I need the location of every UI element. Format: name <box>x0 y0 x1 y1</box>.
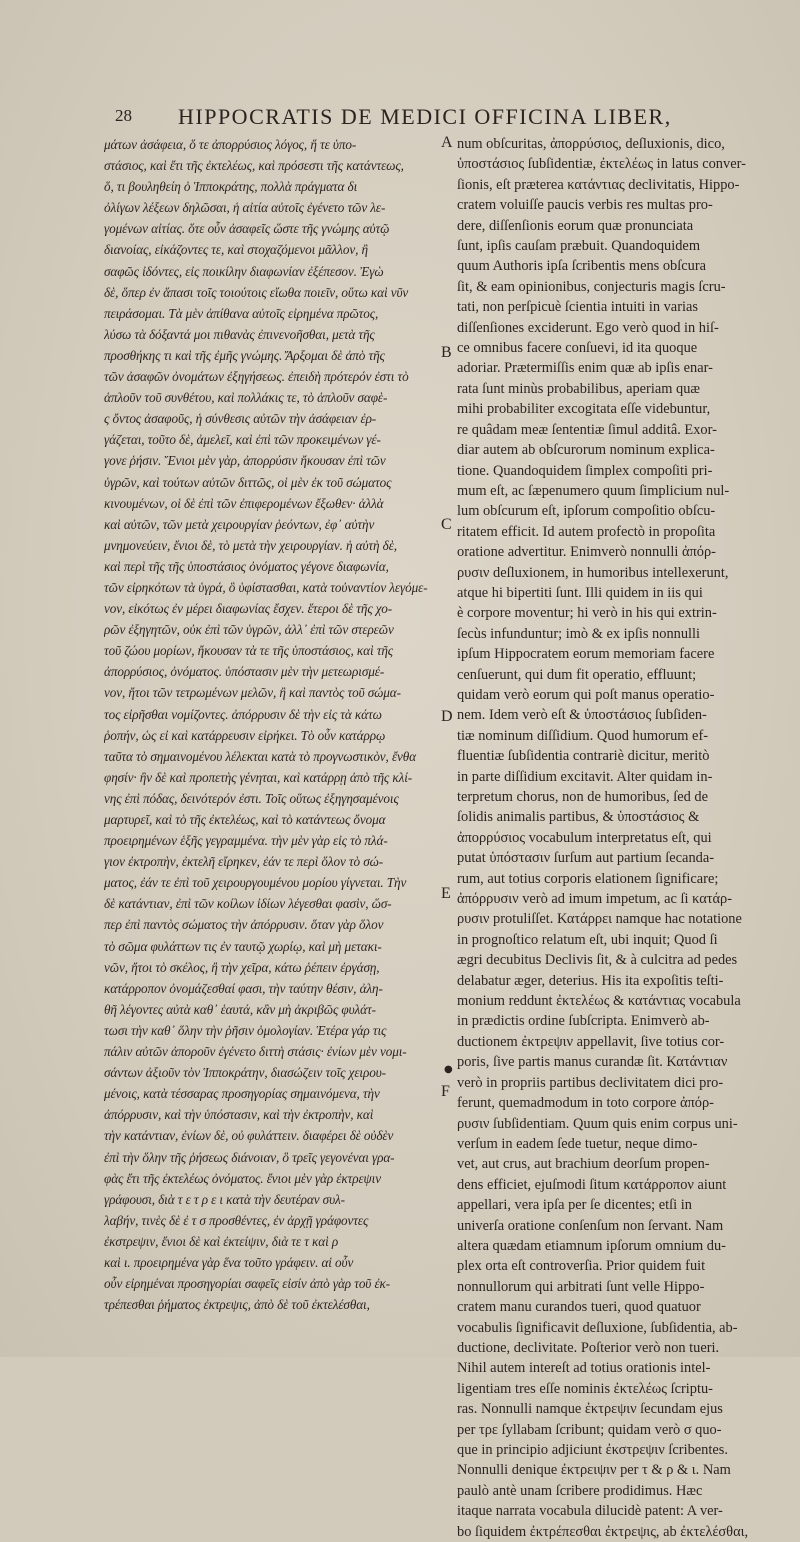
greek-text-line: γάζεται, τοῦτο δὲ, ἀμελεῖ, καὶ ἐπὶ τῶν προκειμένων γέ- <box>104 432 381 448</box>
latin-text-line: in prædictis ordine ſubſcripta. Enimverò ab- <box>457 1013 710 1030</box>
latin-text-line: ferunt, quemadmodum in toto corpore ἀπόρ- <box>457 1095 714 1112</box>
margin-marker-f: F <box>441 1083 450 1100</box>
latin-text-line: nem. Idem verò eſt & ὑποστάσιος ſubſiden- <box>457 707 707 724</box>
greek-text-line: ὑγρῶν, καὶ τούτων αὐτῶν διττῶς, οἱ μὲν ἐκ τοῦ σώματος <box>104 474 392 490</box>
greek-text-line: νης ἐπὶ πόδας, δεινότερόν ἐστι. Τοῖς οὕτως ἐξηγησαμένοις <box>104 790 399 806</box>
greek-text-line: ἀπορρύσιος, ὀνόματος. ὑπόστασιν μὲν τὴν μετεωρισμέ- <box>104 664 385 680</box>
greek-text-line: σαφῶς ἰδόντες, εἰς ποικίλην διαφωνίαν ἐξέπεσον. Ἐγὼ <box>104 263 384 279</box>
latin-text-line: ritatem efficit. Id autem profectò in propoſita <box>457 523 716 540</box>
greek-text-line: κινουμένων, οἱ δὲ ἐπὶ τῶν ἐπιφερομένων ἔξωθεν· ἀλλὰ <box>104 495 384 511</box>
greek-text-line: πάλιν αὐτῶν ἀποροῦν ἐγένετο διττὴ στάσις· ἐνίων μὲν νομι- <box>104 1044 407 1060</box>
latin-text-line: ὑποστάσιος ſubſidentiæ, ἐκτελέως in latus conver- <box>457 156 746 173</box>
latin-text-line: quidam verò eorum qui poſt manus operatio- <box>457 686 715 703</box>
greek-text-line: καὶ αὐτῶν, τῶν μετὰ χειρουργίαν ῥεόντων, ἐφ᾽ αὐτὴν <box>104 516 375 532</box>
greek-text-line: ἀπόρρυσιν, καὶ τὴν ὑπόστασιν, καὶ τὴν ἐκτροπὴν, καὶ <box>104 1107 374 1123</box>
greek-text-line: ὀλίγων λέξεων δηλῶσαι, ἡ αἰτία αὐτοῖς ἐγένετο τῶν λε- <box>104 200 386 216</box>
latin-text-line: quum Authoris ipſa ſcribentis mens obſcura <box>457 258 706 275</box>
latin-text-line: ρυσιν deſluxionem, in humoribus intellexerunt, <box>457 564 729 581</box>
latin-text-line: rata ſunt minùs probabilibus, aperiam quæ <box>457 380 700 397</box>
latin-text-line: ſunt, ipſis cauſam præbuit. Quandoquidem <box>457 238 701 255</box>
greek-text-line: προειρημένων ἑξῆς γεγραμμένα. τὴν μὲν γὰρ εἰς τὸ πλά- <box>104 833 388 849</box>
greek-text-line: γονε ῥήσιν. Ἔνιοι μὲν γὰρ, ἀπορρύσιν ἤκουσαν ἐπὶ τῶν <box>104 453 386 469</box>
latin-text-line: ρυσιν protuliſſet. Κατάρρει namque hac notatione <box>457 911 742 928</box>
margin-marker-b: B <box>441 344 452 361</box>
margin-bullet: ● <box>444 1064 453 1075</box>
greek-text-line: ματος, ἐάν τε ἐπὶ τοῦ χειρουργουμένου μορίου γίγνεται. Τὴν <box>104 875 407 891</box>
greek-text-line: νον, εἰκότως ἐν μέρει διαφωνίας ἔσχεν. ἕτεροι δὲ τῆς χο- <box>104 601 393 617</box>
greek-text-line: διανοίας, εἰκάζοντες τε, καὶ στοχαζόμενοι μᾶλλον, ἢ <box>104 242 368 258</box>
latin-text-line: univerſa oratione conſenſum non ſervant. Nam <box>457 1217 724 1234</box>
greek-text-line: πειράσομαι. Τὰ μὲν ἀπίθανα αὐτοῖς εἰρημένα πρῶτος, <box>104 305 379 321</box>
latin-text-line: verò in propriis partibus declivitatem dici pro- <box>457 1074 724 1091</box>
latin-text-line: poris, ſive partis manus curandæ ſit. Κατάντιαν <box>457 1054 728 1071</box>
greek-text-line: φὰς ἔτι τῆς ἐκτελέως ὀνόματος. ἔνιοι μὲν γὰρ ἐκτρεψιν <box>104 1170 381 1186</box>
latin-text-line: Nihil autem intereſt ad totius orationis intel- <box>457 1360 711 1377</box>
greek-text-line: τρέπεσθαι ῥήματος ἐκτρεψις, ἀπὸ δὲ τοῦ ἐκτελέσθαι, <box>104 1297 370 1313</box>
latin-text-line: è corpore moventur; hi verò in his qui extrin- <box>457 605 717 622</box>
greek-text-line: τὴν κατάντιαν, ἐνίων δὲ, οὐ φυλάττειν. διαφέρει δὲ οὐδὲν <box>104 1128 394 1144</box>
latin-text-line: que in principio adjiciunt ἐκστρεψιν ſcribentes. <box>457 1442 728 1458</box>
latin-text-line: itaque narrata vocabula dilucidè patent: A ver- <box>457 1503 723 1520</box>
greek-text-line: τος εἰρῆσθαι νομίζοντες. ἀπόρρυσιν δὲ τὴν εἰς τὰ κάτω <box>104 706 382 722</box>
latin-text-line: mum eſt, ac ſæpenumero quum ſimplicium nul- <box>457 482 730 499</box>
latin-text-line: ſolidis animalis partibus, & ὑποστάσιος & <box>457 809 700 826</box>
greek-text-line: καὶ περὶ τῆς τῆς ὑποστάσιος ὀνόματος γέγονε διαφωνία, <box>104 558 389 574</box>
greek-text-line: φησίν· ἢν δὲ καὶ προπετὴς γένηται, καὶ κατάρρῃ ἀπὸ τῆς κλί- <box>104 769 413 785</box>
latin-text-line: atque hi bipertiti ſunt. Illi quidem in iis qui <box>457 584 703 601</box>
latin-text-line: per τρε ſyllabam ſcribunt; quidam verò σ quo- <box>457 1421 722 1438</box>
latin-text-line: terpretum chorus, non de humoribus, ſed de <box>457 789 708 805</box>
latin-text-line: altera quædam etiamnum ipſorum omnium du- <box>457 1237 726 1254</box>
latin-text-line: fluentiæ ſubſidentia contrariè dicitur, meritò <box>457 748 710 765</box>
greek-text-line: ἐκστρεψιν, ἔνιοι δὲ καὶ ἐκτείψιν, διὰ τε τ καὶ ρ <box>104 1233 339 1249</box>
latin-text-line: vocabulis ſignificavit deſluxione, ſubſidentia, ab- <box>457 1319 738 1336</box>
greek-text-line: ὅ, τι βουληθείη ὁ Ἱπποκράτης, πολλὰ πράγματα δι <box>104 179 358 195</box>
greek-text-line: ταῦτα τὸ σημαινομένου λέλεκται κατὰ τὸ προγνωστικὸν, ἔνθα <box>104 748 417 764</box>
latin-text-line: ſit, & eam opinionibus, conjecturis magis ſcru- <box>457 278 726 295</box>
greek-text-line: μένοις, κατὰ τέσσαρας προσηγορίας σημαινόμενα, τὴν <box>104 1086 380 1102</box>
latin-text-line: ſionis, eſt præterea κατάντιας declivitatis, Hippo- <box>457 176 740 193</box>
greek-text-line: τῶν ἀσαφῶν ὀνομάτων ἐξηγήσεως. ἐπειδὴ πρότερόν ἐστι τὸ <box>104 369 409 385</box>
margin-marker-a: A <box>441 134 453 151</box>
latin-text-line: Nonnulli denique ἐκτρειψιν per τ & ρ & ι. Nam <box>457 1462 731 1479</box>
greek-text-line: ἐπὶ τὴν ὅλην τῆς ῥήσεως διάνοιαν, ὃ τρεῖς γεγονέναι γρα- <box>104 1149 395 1165</box>
latin-text-line: ἀπορρύσιος vocabulum interpretatus eſt, qui <box>457 829 712 846</box>
latin-text-line: tione. Quandoquidem ſimplex compoſiti pri- <box>457 462 713 479</box>
greek-text-line: ῥοπήν, ὡς εἰ καὶ κατάρρευσιν εἰρήκει. Τὸ οὖν κατάρρῳ <box>104 727 386 743</box>
latin-text-line: ductione, declivitate. Poſterior verò non tueri. <box>457 1339 720 1356</box>
greek-text-column <box>104 134 440 1315</box>
latin-text-line: delabatur æger, deterius. His ita expoſitis teſti- <box>457 972 724 989</box>
latin-text-line: mihi probabiliter excogitata eſſe videbuntur, <box>457 401 711 418</box>
latin-text-line: verſum in eadem ſede tuetur, neque dimo- <box>457 1135 698 1152</box>
greek-text-line: μαρτυρεῖ, καὶ τὸ τῆς ἐκτελέως, καὶ τὸ κατάντεως ὄνομα <box>104 812 386 827</box>
latin-text-line: re quâdam meæ ſententiæ ſimul additâ. Exor- <box>457 421 717 438</box>
latin-text-line: ipſum Hippocratem eorum memoriam facere <box>457 646 715 663</box>
greek-text-line: λύσω τὰ δόξαντά μοι πιθανὰς ἐπινενοῆσθαι, μετὰ τῆς <box>104 326 375 342</box>
latin-text-line: vet, aut crus, aut brachium deorſum propen- <box>457 1156 710 1173</box>
greek-text-line: προσθήκης τι καὶ τῆς ἐμῆς γνώμης. Ἄρξομαι δὲ ἀπὸ τῆς <box>104 347 385 363</box>
greek-text-line: δὲ κατάντιαν, ἐπὶ τῶν κοίλων ἰδίων λέγεσθαι φασὶν, ὥσ- <box>104 896 392 912</box>
latin-text-line: diſſenſiones exciderunt. Ego verò quod in hiſ- <box>457 319 719 336</box>
margin-marker-d: D <box>441 708 453 725</box>
latin-text-line: tiæ nominum diſſidium. Quod humorum ef- <box>457 727 709 744</box>
greek-text-line: τῶν εἰρηκότων τὰ ὑγρά, ὃ ὑφίστασθαι, κατὰ τοὐναντίον λεγόμε- <box>104 579 428 595</box>
latin-text-line: num obſcuritas, ἀπορρύσιος, deſluxionis, dico, <box>457 136 725 152</box>
greek-text-line: δὲ, ὅπερ ἐν ἅπασι τοῖς τοιούτοις εἴωθα ποιεῖν, οὕτω καὶ νῦν <box>104 284 409 300</box>
latin-text-line: lum obſcurum eſt, ipſorum compoſitio obſcu- <box>457 503 716 520</box>
greek-text-line: μνημονεύειν, ἔνιοι δὲ, τὸ μετὰ τὴν χειρουργίαν. ἡ αὐτὴ δὲ, <box>104 537 397 553</box>
latin-text-line: ras. Nonnulli namque ἐκτρεψιν ſecundam ejus <box>457 1401 723 1418</box>
greek-text-line: γομένων αἰτίας. ὅτε οὖν ἀσαφεῖς ὥστε τῆς γνώμης αὐτῷ <box>104 221 390 237</box>
greek-text-line: γιον ἐκτροπὴν, ἐκτελῆ εἴρηκεν, ἐάν τε περὶ ὅλον τὸ σώ- <box>104 854 384 870</box>
greek-text-line: σάντων ἀξιοῦν τὸν Ἱπποκράτην, διασώζειν τοῖς χειρου- <box>104 1065 386 1081</box>
latin-text-line: plex orta eſt controverſia. Prior quidem fuit <box>457 1258 706 1275</box>
latin-text-line: in parte diſſidium excitavit. Alter quidam in- <box>457 768 713 785</box>
latin-text-line: cratem manu curandos tueri, quod quatuor <box>457 1299 701 1316</box>
latin-text-line: ἀπόρρυσιν verò ad imum impetum, ac ſi κατάρ- <box>457 891 733 908</box>
margin-marker-e: E <box>441 885 451 902</box>
latin-text-line: cratem voluiſſe paucis verbis res multas pro- <box>457 197 713 214</box>
greek-text-line: οὖν εἰρημέναι προσηγορίαι σαφεῖς εἰσίν ἀπὸ γὰρ τοῦ ἐκ- <box>104 1276 391 1292</box>
greek-text-line: μάτων ἀσάφεια, ὅ τε ἀπορρύσιος λόγος, ἥ τε ὑπο- <box>104 137 357 152</box>
latin-text-line: rum, aut totius corporis elationem ſignificare; <box>457 870 719 887</box>
latin-text-line: ρυσιν ſubſidentiam. Quum quis enim corpus uni- <box>457 1115 738 1132</box>
latin-text-line: appellari, vera ipſa per ſe dicentes; etſi in <box>457 1197 692 1214</box>
greek-text-line: θῆ λέγοντες αὐτὰ καθ᾽ ἑαυτά, κἂν μὴ ἀκριβῶς φυλάτ- <box>104 1001 376 1017</box>
latin-text-line: in prognoſtico relatum eſt, ubi inquit; Quod ſi <box>457 931 718 948</box>
latin-text-line: dens efficiet, ejuſmodi ſitum κατάρροπον aiunt <box>457 1176 727 1193</box>
greek-text-line: καὶ ι. προειρημένα γὰρ ἕνα τοῦτο γράφειν. αἱ οὖν <box>104 1254 354 1270</box>
latin-text-line: paulò antè unam ſcribere prodidimus. Hæc <box>457 1482 703 1499</box>
greek-text-line: ἁπλοῦν τοῦ συνθέτου, καὶ πολλάκις τε, τὸ ἁπλοῦν σαφὲ- <box>104 390 388 406</box>
greek-text-line: ρῶν ἐξηγητῶν, οὐκ ἐπὶ τῶν ὑγρῶν, ἀλλ᾽ ἐπὶ τῶν στερεῶν <box>104 622 394 638</box>
latin-text-line: ſecùs infunduntur; imò & ex ipſis nonnulli <box>457 625 701 642</box>
greek-text-line: τωσι τὴν καθ᾽ ὅλην τὴν ῥῆσιν ὁμολογίαν. Ἑτέρα γάρ τις <box>104 1022 387 1038</box>
latin-text-line: cenſuerunt, qui dum fit operatio, effluunt; <box>457 666 697 683</box>
greek-text-line: τοῦ ζώου μορίων, ἤκουσαν τὰ τε τῆς ὑποστάσιος, καὶ τῆς <box>104 643 394 659</box>
margin-marker-c: C <box>441 516 452 533</box>
greek-text-line: τὸ σῶμα φυλάττων τις ἐν ταυτῷ χωρίῳ, καὶ μὴ μετακι- <box>104 938 382 954</box>
greek-text-line: περ ἐπὶ παντὸς σώματος τὴν ἀπόρρυσιν. ὅταν γὰρ ὅλον <box>104 917 384 933</box>
page-number: 28 <box>115 106 132 125</box>
greek-text-line: ς ὄντος ἀσαφοῦς, ἡ σύνθεσις αὐτῶν τὴν ἀσάφειαν ἐρ- <box>104 411 377 427</box>
page-header <box>0 98 800 134</box>
latin-text-line: adoriar. Prætermiſſis enim quæ ab ipſis enar- <box>457 360 713 377</box>
running-title: HIPPOCRATIS DE MEDICI OFFICINA LIBER, <box>178 104 672 129</box>
latin-text-line: tati, non perſpicuè ſcientia intuiti in varias <box>457 299 698 316</box>
greek-text-line: νῶν, ἤτοι τὸ σκέλος, ἢ τὴν χεῖρα, κάτω ῥέπειν ἐργάσῃ, <box>104 959 380 975</box>
latin-text-column <box>457 134 794 1542</box>
latin-text-line: monium reddunt ἐκτελέως & κατάντιας vocabula <box>457 993 741 1010</box>
latin-text-line: oratione advertitur. Enimverò nonnulli ἀπόρ- <box>457 544 716 561</box>
latin-text-line: dere, diſſenſionis eorum quæ pronunciata <box>457 217 694 234</box>
latin-text-line: ligentiam tres eſſe nominis ἐκτελέως ſcriptu- <box>457 1380 713 1397</box>
greek-text-line: κατάρροπον ὀνομάζεσθαί φασι, τὴν ταύτην θέσιν, ἀλη- <box>104 980 383 996</box>
greek-text-line: λαβήν, τινὲς δὲ ἐ τ σ προσθέντες, ἐν ἀρχῇ γράφοντες <box>104 1212 369 1228</box>
latin-text-line: bo ſiquidem ἐκτρέπεσθαι ἐκτρεψις, ab ἐκτελέσθαι, <box>457 1523 749 1540</box>
latin-text-line: diar autem ab obſcurorum nominum explica- <box>457 442 715 459</box>
greek-text-line: γράφουσι, διὰ τ ε τ ρ ε ι κατὰ τὴν δευτέραν συλ- <box>104 1191 345 1207</box>
latin-text-line: nonnullorum qui arbitrati ſunt velle Hippo- <box>457 1278 705 1295</box>
latin-text-line: ægri decubitus Declivis ſit, & à culcitra ad pedes <box>457 952 738 969</box>
greek-text-line: στάσιος, καὶ ἔτι τῆς ἐκτελέως, καὶ πρόσεστι τῆς κατάντεως, <box>104 158 404 174</box>
latin-text-line: putat ὑπόστασιν ſurſum aut partium ſecanda- <box>457 850 715 867</box>
greek-text-line: νον, ἤτοι τῶν τετρωμένων μελῶν, ἢ καὶ παντὸς τοῦ σώμα- <box>104 685 401 701</box>
latin-text-line: ductionem ἐκτρεψιν appellavit, ſive totius cor- <box>457 1033 725 1050</box>
latin-text-line: ce omnibus facere conſuevi, id ita quoque <box>457 340 698 357</box>
